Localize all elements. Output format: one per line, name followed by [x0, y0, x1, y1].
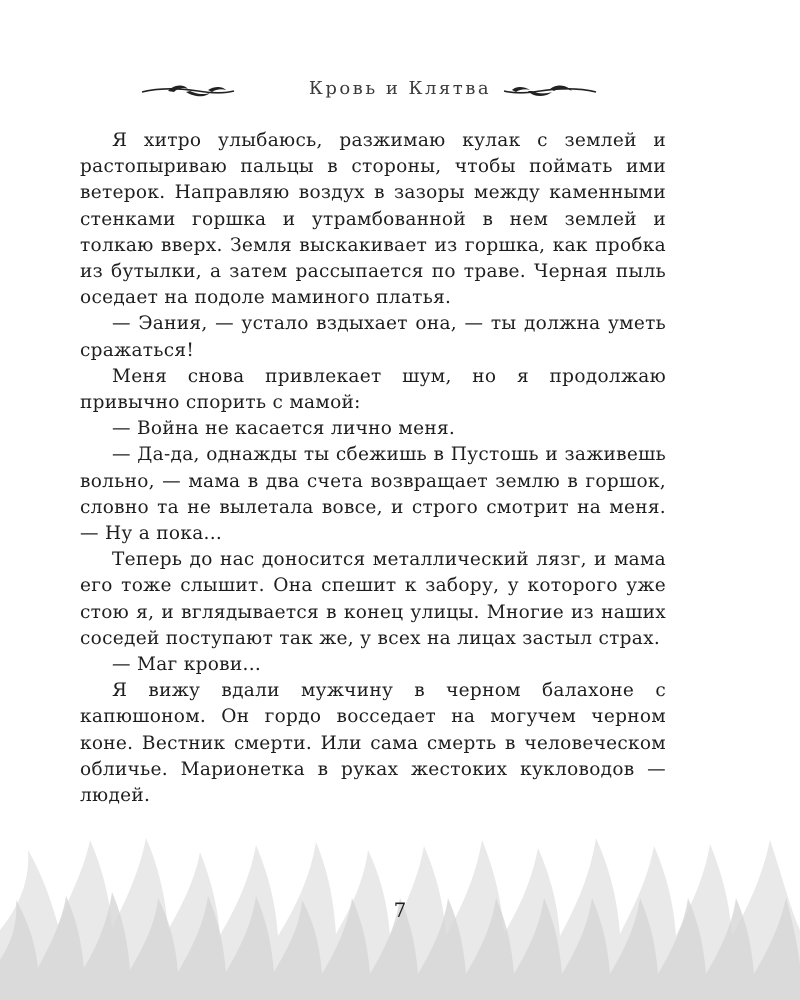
page-number: 7	[393, 898, 407, 922]
ornament-right-icon	[500, 78, 600, 102]
book-title: Кровь и Клятва	[308, 78, 492, 99]
paragraph: Меня снова привлекает шум, но я продолжаю привычно спорить с мамой:	[80, 365, 666, 414]
paragraph: Я вижу вдали мужчину в черном балахоне с капюшоном. Он гордо восседает на могучем черном коне. Вестник смерти. Или сама смерть в человеческом обличье. Марионетка в руках жестоких кукловодов — людей.	[80, 680, 666, 807]
running-header	[0, 72, 800, 108]
paragraph: — Маг крови...	[112, 654, 262, 676]
paragraph: — Война не касается лично меня.	[112, 418, 456, 440]
paragraph: Теперь до нас доносится металлический лязг, и мама его тоже слышит. Она спешит к забору, у которого уже стою я, и вглядывается в конец улицы. Многие из наших соседей поступают так же, у всех на лицах застыл страх.	[80, 549, 666, 649]
paragraph: — Эания, — устало вздыхает она, — ты должна уметь сражаться!	[80, 313, 666, 361]
paragraph: — Да-да, однажды ты сбежишь в Пустошь и заживешь вольно, — мама в два счета возвращает землю в горшок, словно та не вылетала вовсе, и строго смотрит на меня. — Ну а пока...	[80, 444, 666, 545]
page-body	[80, 128, 666, 809]
paragraph: Я хитро улыбаюсь, разжимаю кулак с землей и растопыриваю пальцы в стороны, чтобы поймать ими ветерок. Направляю воздух в зазоры между каменными стенками горшка и утрамбованной в нем землей и толкаю вверх. Земля выскакивает из горшка, как пробка из бутылки, а затем рассыпается по траве. Черная пыль оседает на подоле маминого платья.	[80, 130, 666, 309]
